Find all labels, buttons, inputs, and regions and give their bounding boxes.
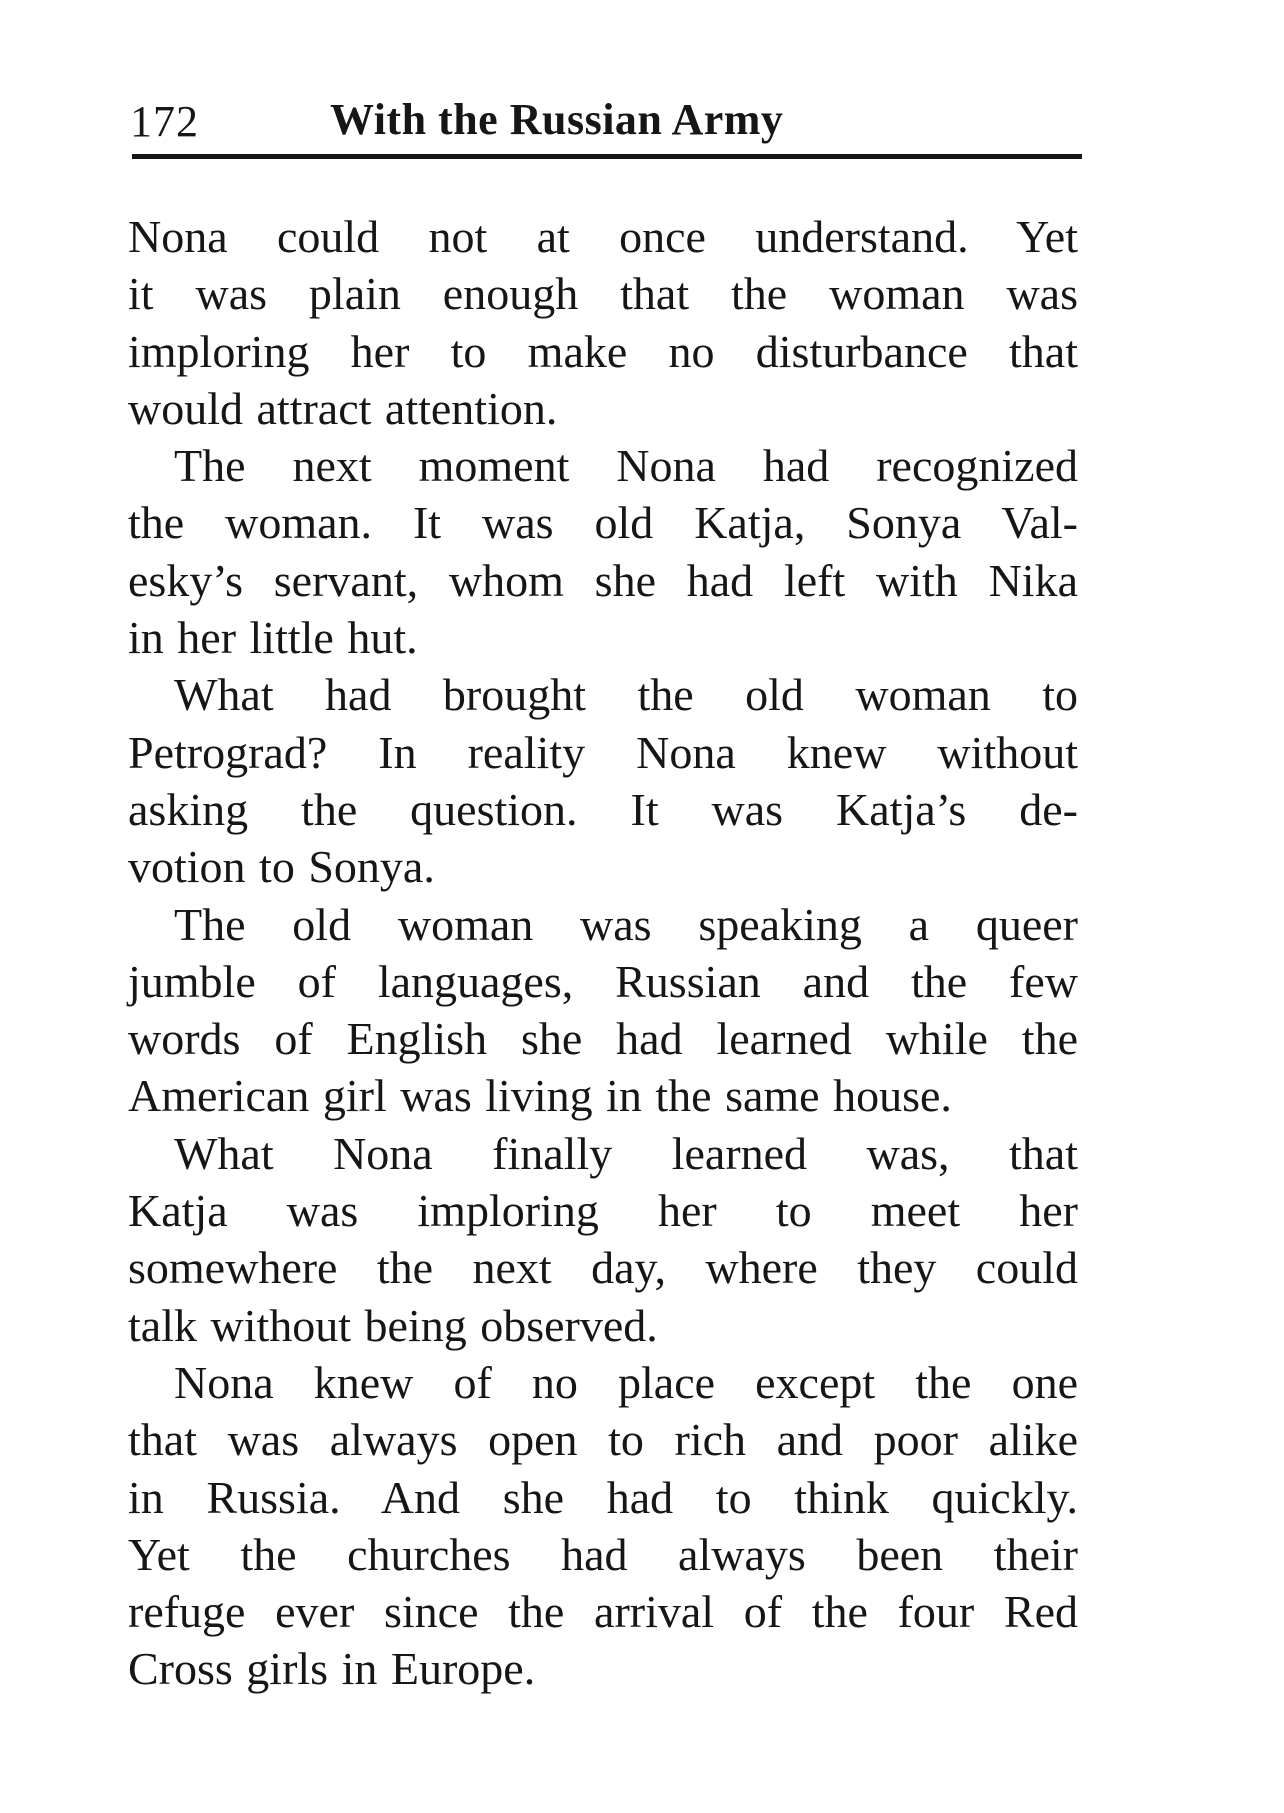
- text-line: Nona could not at once understand. Yet: [128, 211, 1078, 262]
- text-line: in Russia. And she had to think quickly.: [128, 1471, 1078, 1523]
- text-line: The old woman was speaking a queer: [174, 898, 1078, 950]
- text-line: in her little hut.: [128, 612, 418, 664]
- text-line: it was plain enough that the woman was: [128, 268, 1078, 320]
- page-number: 172: [130, 97, 199, 146]
- body-text: [128, 208, 1078, 1698]
- text-line: Petrograd? In reality Nona knew without: [128, 726, 1078, 778]
- text-line: American girl was living in the same house.: [128, 1070, 952, 1122]
- running-head: [130, 88, 1082, 154]
- text-line: words of English she had learned while the: [128, 1013, 1078, 1065]
- text-line: The next moment Nona had recognized: [174, 440, 1078, 492]
- header-rule: [132, 154, 1082, 159]
- text-line: refuge ever since the arrival of the four Red: [128, 1586, 1078, 1638]
- text-line: What had brought the old woman to: [174, 669, 1078, 721]
- text-line: that was always open to rich and poor alike: [128, 1414, 1078, 1466]
- text-line: imploring her to make no disturbance that: [128, 325, 1078, 377]
- text-line: asking the question. It was Katja’s de-: [128, 783, 1078, 835]
- text-line: Cross girls in Europe.: [128, 1643, 536, 1695]
- text-line: Nona knew of no place except the one: [174, 1356, 1078, 1408]
- text-line: What Nona finally learned was, that: [174, 1127, 1078, 1179]
- running-title: With the Russian Army: [330, 95, 784, 144]
- text-line: the woman. It was old Katja, Sonya Val-: [128, 497, 1078, 549]
- text-line: somewhere the next day, where they could: [128, 1242, 1078, 1294]
- text-line: jumble of languages, Russian and the few: [128, 955, 1078, 1007]
- text-line: talk without being observed.: [128, 1299, 658, 1351]
- text-line: votion to Sonya.: [128, 841, 435, 893]
- text-line: Yet the churches had always been their: [128, 1528, 1078, 1580]
- text-line: esky’s servant, whom she had left with Nika: [128, 554, 1078, 606]
- text-line: would attract attention.: [128, 382, 558, 434]
- text-line: Katja was imploring her to meet her: [128, 1185, 1078, 1237]
